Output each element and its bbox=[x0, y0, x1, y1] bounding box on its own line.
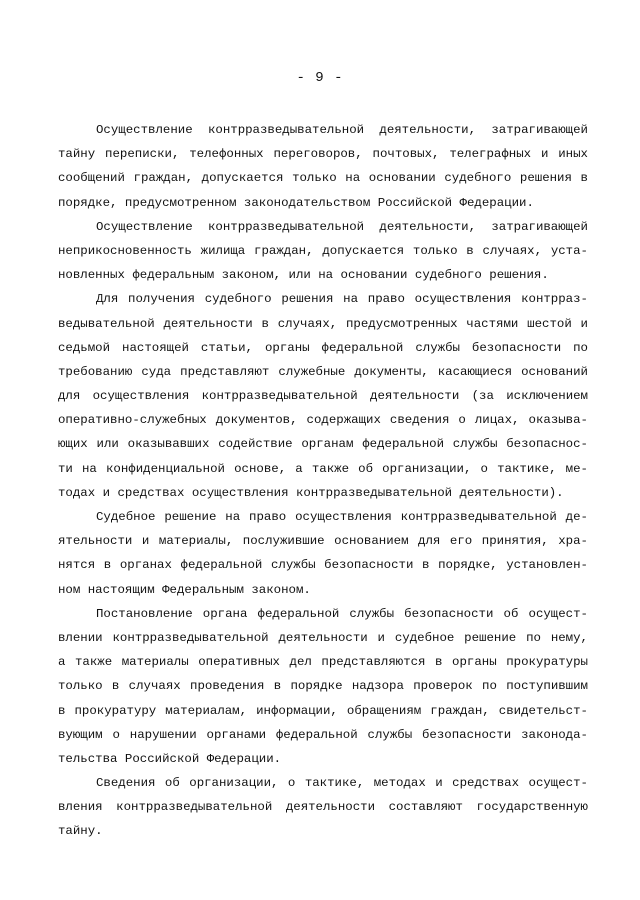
text-line: сообщений граждан, допускается только на основании судебного решения в bbox=[58, 171, 588, 186]
text-line: только в случаях проведения в порядке надзора проверок по поступившим bbox=[58, 679, 588, 694]
text-line: тайну переписки, телефонных переговоров, почтовых, телеграфных и иных bbox=[58, 147, 588, 162]
text-line: тайну. bbox=[58, 824, 103, 839]
text-line: седьмой настоящей статьи, органы федеральной службы безопасности по bbox=[58, 340, 588, 355]
text-line: Осуществление контрразведывательной деятельности, затрагивающей bbox=[96, 219, 588, 234]
text-line: Судебное решение на право осуществления контрразведывательной де- bbox=[96, 510, 588, 524]
text-line: а также материалы оперативных дел представляются в органы прокуратуры bbox=[58, 655, 588, 670]
paragraph bbox=[58, 602, 588, 771]
paragraph bbox=[58, 118, 588, 215]
text-line: ном настоящим Федеральным законом. bbox=[58, 582, 311, 597]
text-line: ющих или оказывавших содействие органам федеральной службы безопаснос- bbox=[58, 437, 588, 452]
text-line: в прокуратуру материалам, информации, обращениям граждан, свидетельст- bbox=[58, 703, 588, 718]
text-line: Постановление органа федеральной службы безопасности об осущест- bbox=[96, 606, 588, 621]
text-line: оперативно-служебных документов, содержащих сведения о лицах, оказыва- bbox=[58, 413, 588, 428]
page-number: - 9 - bbox=[296, 70, 344, 86]
text-line: Осуществление контрразведывательной деятельности, затрагивающей bbox=[96, 123, 588, 137]
paragraph bbox=[58, 215, 588, 288]
text-line: для осуществления контрразведывательной деятельности (за исключением bbox=[58, 389, 588, 404]
paragraph bbox=[58, 287, 588, 505]
text-line: неприкосновенность жилища граждан, допускается только в случаях, уста- bbox=[58, 243, 588, 258]
text-line: тельства Российской Федерации. bbox=[58, 751, 282, 766]
text-line: ти на конфиденциальной основе, а также об организации, о тактике, ме- bbox=[58, 461, 588, 476]
paragraph bbox=[58, 505, 588, 602]
text-line: тодах и средствах осуществления контрразведывательной деятельности). bbox=[58, 485, 564, 500]
text-line: порядке, предусмотренном законодательством Российской Федерации. bbox=[58, 195, 534, 210]
text-line: влении контрразведывательной деятельности и судебное решение по нему, bbox=[58, 630, 588, 645]
text-line: Для получения судебного решения на право осуществления контрраз- bbox=[96, 292, 588, 307]
document-body bbox=[58, 118, 588, 844]
text-line: ятельности и материалы, послужившие основанием для его принятия, хра- bbox=[58, 534, 588, 549]
text-line: требованию суда представляют служебные документы, касающиеся оснований bbox=[58, 364, 588, 379]
text-line: вующим о нарушении органами федеральной службы безопасности законода- bbox=[58, 727, 588, 742]
text-line: Сведения об организации, о тактике, методах и средствах осущест- bbox=[96, 776, 588, 791]
text-line: новленных федеральным законом, или на основании судебного решения. bbox=[58, 268, 549, 283]
paragraph bbox=[58, 771, 588, 844]
text-line: ведывательной деятельности в случаях, предусмотренных частями шестой и bbox=[58, 316, 588, 331]
text-line: вления контрразведывательной деятельности составляют государственную bbox=[58, 800, 588, 815]
text-line: нятся в органах федеральной службы безопасности в порядке, установлен- bbox=[58, 558, 588, 573]
